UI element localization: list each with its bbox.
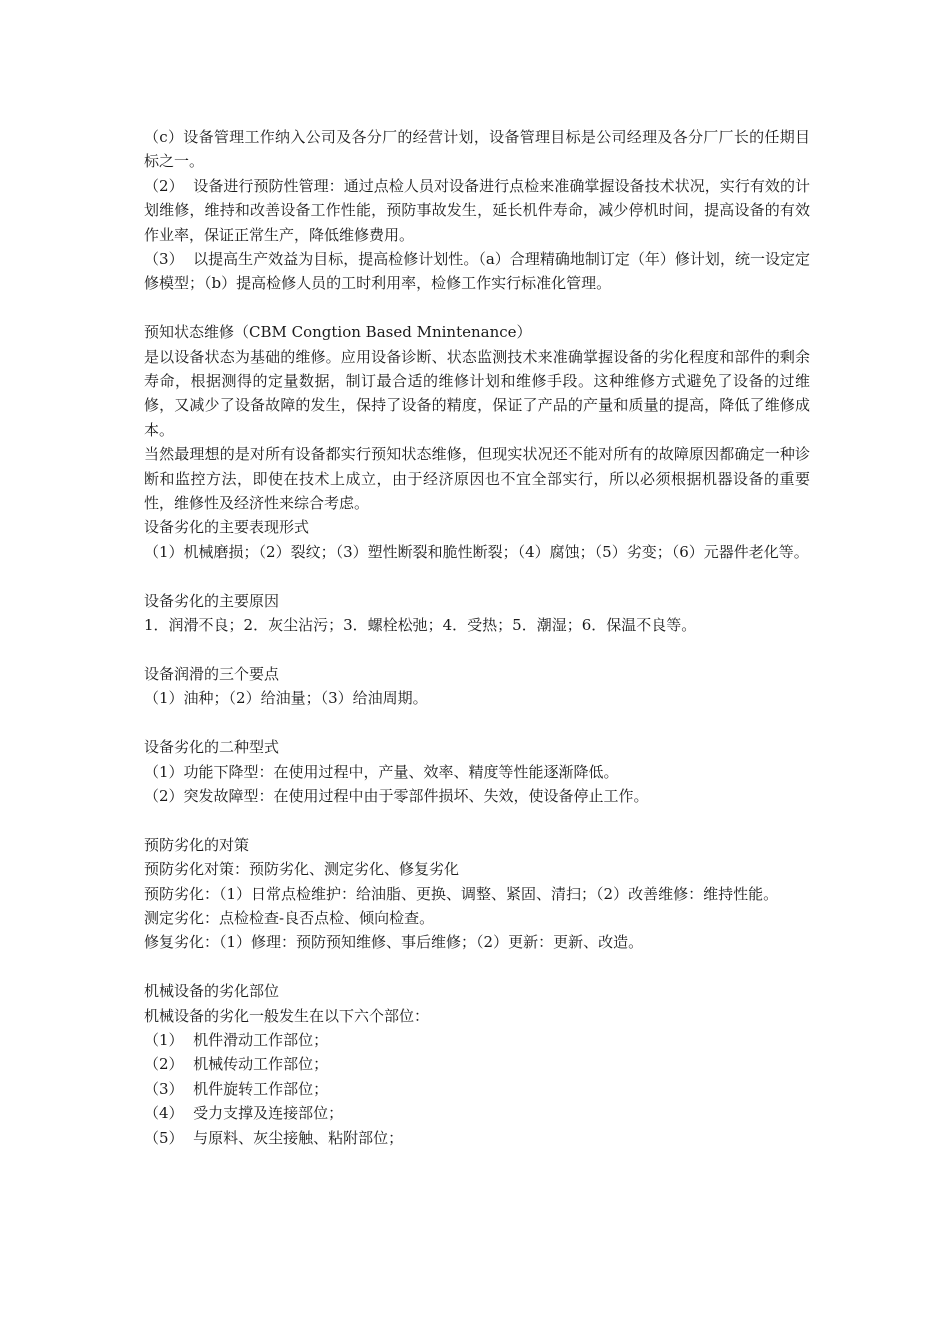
paragraph-prevent-deterioration: 预防劣化：（1）日常点检维护：给油脂、更换、调整、紧固、清扫；（2）改善维修：维持性能。 — [144, 884, 779, 903]
list-item-location-4: （4） 受力支撑及连接部位； — [144, 1104, 344, 1123]
list-item-location-2: （2） 机械传动工作部位； — [144, 1055, 329, 1074]
heading-lubrication-points: 设备润滑的三个要点 — [144, 664, 280, 683]
blank-line — [144, 296, 810, 320]
blank-line — [144, 564, 810, 588]
blank-line — [144, 955, 810, 979]
paragraph-prevention-summary: 预防劣化对策：预防劣化、测定劣化、修复劣化 — [144, 860, 460, 879]
paragraph-repair-deterioration: 修复劣化：（1）修理：预防预知维修、事后维修；（2）更新：更新、改造。 — [144, 933, 644, 952]
list-item-location-3: （3） 机件旋转工作部位； — [144, 1079, 329, 1098]
paragraph-deterioration-forms: （1）机械磨损；（2）裂纹；（3）塑性断裂和脆性断裂；（4）腐蚀；（5）劣变；（6）元器件老化等。 — [144, 542, 809, 561]
heading-cbm: 预知状态维修（CBM Congtion Based Mnintenance） — [144, 323, 532, 342]
paragraph-type-function-decline: （1）功能下降型：在使用过程中，产量、效率、精度等性能逐渐降低。 — [144, 762, 619, 781]
paragraph-lubrication-points: （1）油种；（2）给油量；（3）给油周期。 — [144, 689, 428, 708]
blank-line — [144, 808, 810, 832]
heading-deterioration-causes: 设备劣化的主要原因 — [144, 591, 280, 610]
heading-deterioration-locations: 机械设备的劣化部位 — [144, 982, 280, 1001]
paragraph-type-sudden-failure: （2）突发故障型：在使用过程中由于零部件损坏、失效，使设备停止工作。 — [144, 786, 649, 805]
heading-prevention-measures: 预防劣化的对策 — [144, 835, 250, 854]
list-item-location-5: （5） 与原料、灰尘接触、粘附部位； — [144, 1128, 404, 1147]
paragraph-repair-planning: （3） 以提高生产效益为目标，提高检修计划性。（a）合理精确地制订定（年）修计划，统一设定定修模型；（b）提高检修人员的工时利用率，检修工作实行标准化管理。 — [144, 250, 810, 293]
heading-deterioration-forms: 设备劣化的主要表现形式 — [144, 518, 310, 537]
paragraph-deterioration-causes: 1．润滑不良；2．灰尘沾污；3．螺栓松弛；4．受热；5．潮湿；6．保温不良等。 — [144, 616, 697, 635]
paragraph-cbm-definition: 是以设备状态为基础的维修。应用设备诊断、状态监测技术来准确掌握设备的劣化程度和部件的剩余寿命，根据测得的定量数据，制订最合适的维修计划和维修手段。这种维修方式避免了设备的过维修，又减少了设备故障的发生，保持了设备的精度，保证了产品的产量和质量的提高，降低了维修成本。 — [144, 347, 810, 439]
paragraph-preventive-management: （2） 设备进行预防性管理：通过点检人员对设备进行点检来准确掌握设备技术状况，实行有效的计划维修，维持和改善设备工作性能，预防事故发生，延长机件寿命，减少停机时间，提高设备的有效作业率，保证正常生产，降低维修费用。 — [144, 176, 810, 244]
document-page — [144, 125, 810, 1150]
paragraph-cbm-ideal: 当然最理想的是对所有设备都实行预知状态维修，但现实状况还不能对所有的故障原因都确定一种诊断和监控方法，即使在技术上成立，由于经济原因也不宜全部实行，所以必须根据机器设备的重要性，维修性及经济性来综合考虑。 — [144, 445, 810, 513]
heading-deterioration-types: 设备劣化的二种型式 — [144, 738, 280, 757]
paragraph-measure-deterioration: 测定劣化：点检检查-良否点检、倾向检查。 — [144, 908, 435, 927]
blank-line — [144, 711, 810, 735]
paragraph-locations-intro: 机械设备的劣化一般发生在以下六个部位： — [144, 1006, 430, 1025]
blank-line — [144, 638, 810, 662]
list-item-location-1: （1） 机件滑动工作部位； — [144, 1030, 329, 1049]
paragraph-maintenance-targets: （c）设备管理工作纳入公司及各分厂的经营计划，设备管理目标是公司经理及各分厂厂长的任期目标之一。 — [144, 128, 810, 171]
